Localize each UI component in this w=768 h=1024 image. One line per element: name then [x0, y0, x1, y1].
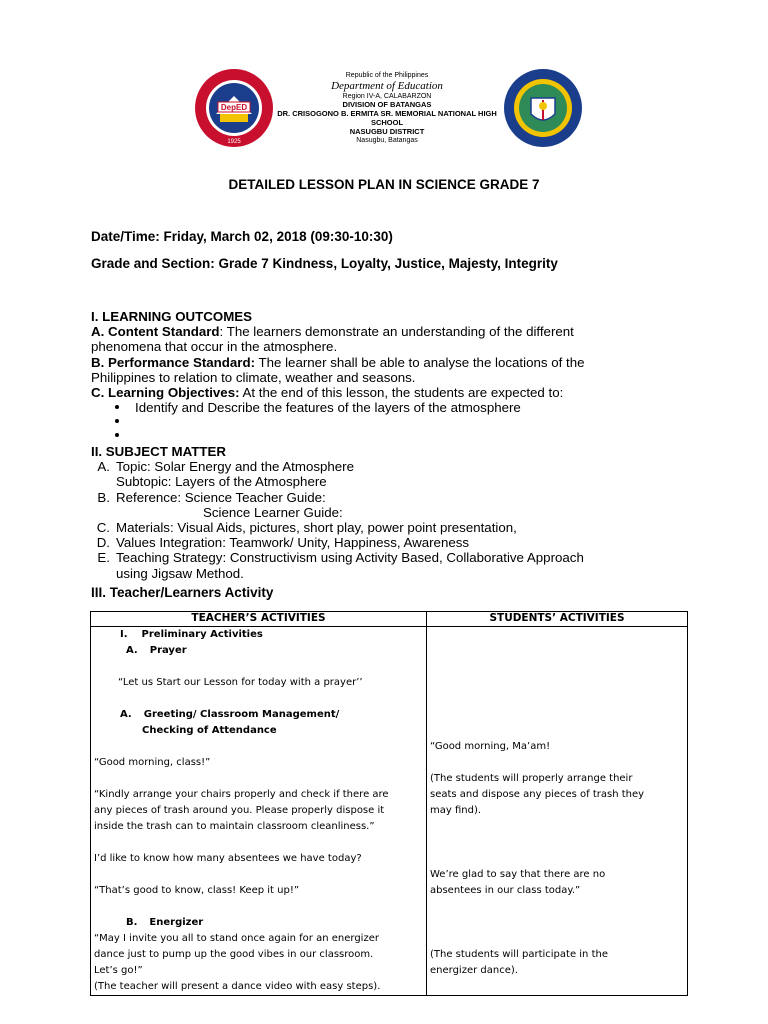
- section-heading: II. SUBJECT MATTER: [91, 444, 226, 459]
- table-row: [91, 627, 688, 996]
- list-item: E. Teaching Strategy: Constructivism using Activity Based, Collaborative Approach: [97, 550, 584, 566]
- date-time: Date/Time: Friday, March 02, 2018 (09:30-10:30): [91, 229, 393, 244]
- list-item: [135, 414, 691, 428]
- list-item: C. Materials: Visual Aids, pictures, short play, power point presentation,: [96, 520, 517, 536]
- letterhead: [270, 72, 504, 145]
- list-item: A. Topic: Solar Energy and the Atmosphere: [97, 459, 355, 475]
- list-item: D. Values Integration: Teamwork/ Unity, Happiness, Awareness: [96, 535, 470, 551]
- letterhead-line: Republic of the Philippines: [345, 72, 429, 79]
- subject-matter: [88, 444, 688, 581]
- content-standard: A. Content Standard: The learners demonstrate an understanding of the different: [91, 324, 574, 340]
- letterhead-line: Region IV-A, CALABARZON: [342, 93, 432, 101]
- section-heading: I. LEARNING OUTCOMES: [91, 309, 253, 324]
- activity-heading: III. Teacher/Learners Activity: [91, 585, 274, 600]
- list-item: Subtopic: Layers of the Atmosphere: [116, 474, 327, 490]
- letterhead-line: Nasugbu, Batangas: [356, 136, 418, 144]
- prayer-line: “Let us Start our Lesson for today with a prayer’’: [118, 677, 363, 688]
- content-standard-cont: phenomena that occur in the atmosphere.: [91, 339, 338, 355]
- school-seal-icon: [503, 68, 583, 148]
- letterhead-line: NASUGBU DISTRICT: [349, 127, 425, 136]
- subject-matter-list: [88, 459, 688, 581]
- page-title: DETAILED LESSON PLAN IN SCIENCE GRADE 7: [228, 177, 540, 192]
- letterhead-line: DR. CRISOGONO B. ERMITA SR. MEMORIAL NATIONAL HIGH SCHOOL: [277, 109, 497, 128]
- letterhead-line: DIVISION OF BATANGAS: [342, 100, 432, 110]
- activities-table: [90, 611, 688, 996]
- list-item: Science Learner Guide:: [203, 504, 343, 520]
- list-item: using Jigsaw Method.: [116, 565, 244, 581]
- performance-standard-cont: Philippines to relation to climate, weather and seasons.: [91, 369, 416, 385]
- learning-outcomes: [91, 309, 691, 442]
- students-cell: “Good morning, Ma’am! (The students will properly arrange their seats and dispose any pieces of trash they may find). We’re glad to say that there are no absentees in our class today.” (The students will participate in the energizer dance).: [427, 627, 688, 996]
- list-item: [135, 428, 691, 442]
- list-item: B. Reference: Science Teacher Guide:: [97, 489, 326, 505]
- objectives-list: [91, 400, 691, 442]
- deped-seal-icon: [194, 68, 274, 148]
- grade-section: Grade and Section: Grade 7 Kindness, Loyalty, Justice, Majesty, Integrity: [91, 256, 558, 271]
- list-item: Identify and Describe the features of the layers of the atmosphere: [135, 400, 691, 414]
- deped-logo-text: DepED: [220, 103, 248, 112]
- column-header-teacher: TEACHER’S ACTIVITIES: [91, 612, 427, 627]
- teacher-cell: I. Preliminary Activities A. Prayer “Let us Start our Lesson for today with a prayer’’ A. Greeting/ Classroom Management/ Checking of Attendance “Good morning, class!” “Kindly arrange your chairs properly and check if there are any pieces of trash around you. Please properly dispose it inside the trash can to maintain classroom cleanliness.” I’d like to know how many absentees we have today? “That’s good to know, class! Keep it up!” B. Energizer “May I invite you all to stand once again for an energizer dance just to pump up the good vibes in our classroom. Let’s go!” (The teacher will present a dance video with easy steps).: [91, 627, 427, 996]
- letterhead-line: Department of Education: [331, 80, 443, 93]
- learning-objectives: C. Learning Objectives: At the end of this lesson, the students are expected to:: [91, 385, 564, 401]
- column-header-students: STUDENTS’ ACTIVITIES: [427, 612, 688, 627]
- seal-year: 1925: [227, 139, 241, 145]
- performance-standard: B. Performance Standard: The learner shall be able to analyse the locations of the: [91, 354, 585, 370]
